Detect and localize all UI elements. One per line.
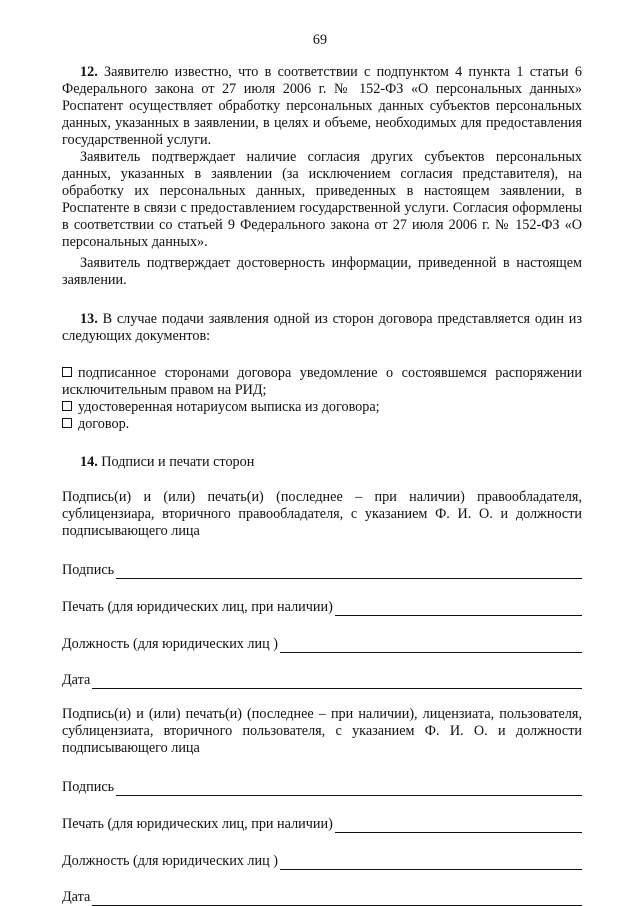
licensor-signature-field[interactable] [62,562,582,579]
option-notice-label: подписанное сторонами договора уведомление о состоявшемся распоряжении исключительным правом на РИД; [62,365,582,398]
signature-label: Подпись [62,562,115,578]
licensee-position-field[interactable] [62,853,582,870]
section-12-paragraph-2: Заявитель подтверждает наличие согласия других субъектов персональных данных, указанных в заявлении (за исключением согласия представителя), на обработку их персональных данных, приведенных в настоящем заявлении, в Роспатенте в связи с предоставлением государственной услуги. Согласия оформлены в соответствии со статьей 9 Федерального закона от 27 июля 2006 г. № 152-ФЗ «О персональных данных». [62,149,582,250]
section-12-paragraph-1 [62,64,582,149]
position-line[interactable] [280,638,582,653]
position-label: Должность (для юридических лиц ) [62,636,278,652]
option-extract-label: удостоверенная нотариусом выписка из договора; [78,399,380,415]
option-notice [62,365,582,399]
licensee-date-field[interactable] [62,889,582,906]
section-12-paragraph-3: Заявитель подтверждает достоверность информации, приведенной в настоящем заявлении. [62,255,582,288]
licensee-seal-field[interactable] [62,816,582,833]
section-13 [62,311,582,433]
licensee-signature-heading: Подпись(и) и (или) печать(и) (последнее – при наличии), лицензиата, пользователя, сублицензиата, вторичного пользователя, с указанием Ф. И. О. и должности подписывающего лица [62,706,582,756]
seal-label: Печать (для юридических лиц, при наличии) [62,599,333,615]
seal-line[interactable] [335,818,582,833]
document-body [62,64,582,906]
section-12-number: 12. [80,64,98,80]
section-14 [62,454,582,906]
signature-line[interactable] [116,781,582,796]
signature-line[interactable] [116,564,582,579]
section-14-title [62,454,582,471]
checkbox-icon[interactable] [62,367,72,377]
checkbox-icon[interactable] [62,418,72,428]
date-line[interactable] [92,891,582,906]
section-13-intro [62,311,582,345]
date-label: Дата [62,672,91,688]
section-12-text-1: Заявителю известно, что в соответствии с подпунктом 4 пункта 1 статьи 6 Федерального закона от 27 июля 2006 г. № 152-ФЗ «О персональных данных» Роспатент осуществляет обработку персональных данных субъектов персональных данных, указанных в заявлении, в целях и объеме, необходимых для предоставления государственной услуги. [62,64,582,148]
section-14-title-text: Подписи и печати сторон [101,454,255,470]
licensee-signature-field[interactable] [62,779,582,796]
option-contract [62,416,582,433]
licensor-date-field[interactable] [62,672,582,689]
option-contract-label: договор. [78,416,130,432]
seal-line[interactable] [335,601,582,616]
position-label: Должность (для юридических лиц ) [62,853,278,869]
section-14-number: 14. [80,454,98,470]
signature-label: Подпись [62,779,115,795]
section-13-number: 13. [80,311,98,327]
option-extract [62,399,582,416]
date-line[interactable] [92,674,582,689]
licensor-seal-field[interactable] [62,599,582,616]
page-number: 69 [312,32,328,48]
licensor-position-field[interactable] [62,636,582,653]
position-line[interactable] [280,855,582,870]
checkbox-icon[interactable] [62,401,72,411]
section-12 [62,64,582,289]
section-13-intro-text: В случае подачи заявления одной из сторон договора представляется один из следующих документов: [62,311,582,344]
seal-label: Печать (для юридических лиц, при наличии) [62,816,333,832]
date-label: Дата [62,889,91,905]
licensor-signature-heading: Подпись(и) и (или) печать(и) (последнее – при наличии) правообладателя, сублицензиара, вторичного правообладателя, с указанием Ф. И. О. и должности подписывающего лица [62,489,582,539]
